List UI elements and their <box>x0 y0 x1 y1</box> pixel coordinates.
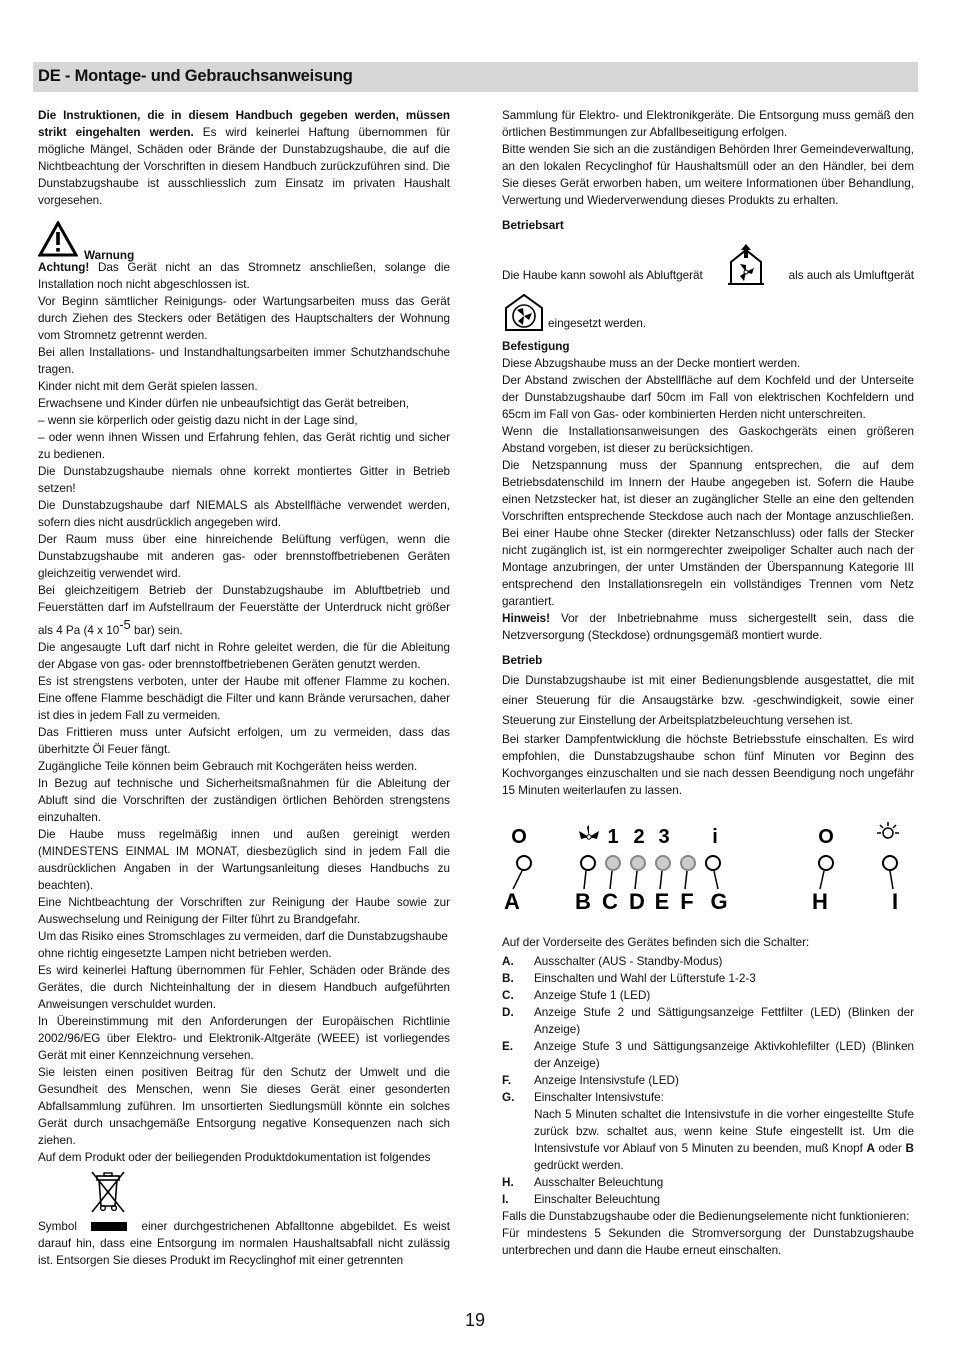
paragraph: Die angesaugte Luft darf nicht in Rohre geleitet werden, die für die Ableitung der Abgase von gas- oder brennstoffbetriebenen Geräten genutzt werden. <box>38 640 450 671</box>
list-item <box>502 1072 914 1089</box>
paragraph: Zugängliche Teile können beim Gebrauch mit Kochgeräten heiss werden. <box>38 759 418 773</box>
black-bar-icon <box>91 1222 127 1231</box>
item-key: E. <box>502 1040 514 1053</box>
paragraph: Sammlung für Elektro- und Elektronikgeräte. Die Entsorgung muss gemäß den örtlichen Bestimmungen zur Abfallbeseitigung erfolgen. <box>502 109 914 139</box>
item-text: Einschalter Beleuchtung <box>534 1193 661 1206</box>
paragraph: Für mindestens 5 Sekunden die Stromversorgung der Dunstabzugshaube unterbrechen und dann die Haube erneut einschalten. <box>502 1227 914 1257</box>
item-text: Einschalter Intensivstufe: <box>534 1091 664 1104</box>
paragraph: Die Netzspannung muss der Spannung entsprechen, die auf dem Betriebsdatenschild im Innern der Haube angegeben ist. Sofern die Haube einen Netzstecker hat, ist dieser an zugänglicher Stelle an eine den geltenden Vorschriften entsprechende Steckdose auch nach der Montage anzuschließen. Bei einer Haube ohne Stecker (direkter Netzanschluss) oder falls der Stecker nicht zugänglich ist, ist ein normgerechter zweipoliger Schalter auch nach der Montage anzubringen, der unter Umständen der Überspannung Kategorie III entsprechend den Installationsregeln ein vollständiges Trennen vom Netz garantiert. <box>502 459 914 608</box>
panel-letter-g: G <box>710 889 728 913</box>
symbol-off-a: O <box>511 826 527 848</box>
recirculation-fan-icon <box>502 292 546 332</box>
paragraph: Die Haube muss regelmäßig innen und außen gereinigt werden (MINDESTENS EINMAL IM MONAT, diesbezüglich sind in jedem Fall die ausdrücklichen Angaben in der Wartungsanleitung dieses Handbuchs zu beachten). <box>38 827 450 892</box>
fan-icon <box>579 825 599 839</box>
achtung-label: Achtung! <box>38 261 90 274</box>
paragraph: Vor Beginn sämtlicher Reinigungs- oder Wartungsarbeiten muss das Gerät durch Ziehen des Steckers oder Betätigen des Hauptschalters der Wohnung vom Stromnetz getrennt werden. <box>38 295 450 342</box>
page-title: DE - Montage- und Gebrauchsanweisung <box>38 67 353 85</box>
paragraph: Auf dem Produkt oder der beiliegenden Produktdokumentation ist folgendes <box>38 1150 431 1164</box>
panel-letter-f: F <box>680 889 694 913</box>
list-item <box>502 987 914 1004</box>
paragraph: Sie leisten einen positiven Beitrag für den Schutz der Umwelt und die Gesundheit des Menschen, wenn Sie dieses Gerät einer gesonderten Abfallsammlung zuführen. Im unsortierten Siedlungsmüll könnte ein solches Gerät durch unsachgemäße Entsorgung negative Konsequenzen nach sich ziehen. <box>38 1065 450 1147</box>
crossed-out-bin-icon <box>88 1168 128 1216</box>
item-text: Anzeige Intensivstufe (LED) <box>534 1074 679 1087</box>
paragraph: Kinder nicht mit dem Gerät spielen lassen. <box>38 380 258 393</box>
symbol-1: 1 <box>607 826 619 848</box>
heading-betriebsart: Betriebsart <box>502 219 564 232</box>
paragraph: In Übereinstimmung mit den Anforderungen der Europäischen Richtlinie 2002/96/EG über Elektro- und Elektronik-Altgeräte (WEEE) ist vorliegendes Gerät mit einer Kennzeichnung versehen. <box>38 1014 450 1062</box>
item-text: Ausschalter (AUS - Standby-Modus) <box>534 955 723 968</box>
list-item <box>502 953 914 970</box>
list-item <box>502 1038 914 1072</box>
item-key: A. <box>502 955 514 968</box>
bulb-icon <box>877 822 899 838</box>
weee-symbol-block <box>38 1166 450 1218</box>
pressure-text-a: Bei gleichzeitigem Betrieb der Dunstabzugshaube im Abluftbetrieb und Feuerstätten darf im Aufstellraum der Feuerstätte der Unterdruck nicht größer als 4 Pa (4 x 10 <box>38 584 450 637</box>
hinweis-label: Hinweis! <box>502 612 551 625</box>
control-panel-svg <box>502 817 914 913</box>
paragraph: Erwachsene und Kinder dürfen nie unbeaufsichtigt das Gerät betreiben, <box>38 397 409 410</box>
hinweis-text: Vor der Inbetriebnahme muss sichergestellt sein, dass die Netzversorgung (Steckdose) ordnungsgemäß montiert wurde. <box>502 612 914 642</box>
betriebsart-text-b: als auch als Umluftgerät <box>788 269 914 282</box>
heading-betrieb: Betrieb <box>502 654 543 667</box>
panel-letter-e: E <box>654 889 670 913</box>
paragraph: Die Dunstabzugshaube niemals ohne korrekt montiertes Gitter in Betrieb setzen! <box>38 465 450 495</box>
symbol-off-h: O <box>818 826 834 848</box>
paragraph: Eine Nichtbeachtung der Vorschriften zur Reinigung der Haube sowie zur Auswechselung und Reinigung der Filter führt zu Brandgefahr. <box>38 895 450 926</box>
item-text: Ausschalter Beleuchtung <box>534 1176 664 1189</box>
list-item <box>502 1004 914 1038</box>
paragraph: Bitte wenden Sie sich an die zuständigen Behörden Ihrer Gemeindeverwaltung, an den lokalen Recyclinghof für Haushaltsmüll oder an den Händler, bei dem Sie dieses Gerät erworben haben, um weitere Informationen über Behandlung, Verwertung und Wiederverwendung dieses Produkts zu erhalten. <box>502 143 914 207</box>
warning-triangle-icon <box>38 221 78 257</box>
list-item-detail <box>502 1106 914 1174</box>
betriebsart-text-c: eingesetzt werden. <box>548 317 647 330</box>
led-e <box>656 856 670 870</box>
intro-bold: Die Instruktionen, die in diesem Handbuch gegeben werden, müssen strikt eingehalten werden. <box>38 109 450 139</box>
pressure-paragraph <box>38 582 450 639</box>
betriebsart-text-a: Die Haube kann sowohl als Abluftgerät <box>502 269 703 282</box>
item-key: I. <box>502 1193 509 1206</box>
led-c <box>606 856 620 870</box>
item-text: Anzeige Stufe 1 (LED) <box>534 989 651 1002</box>
button-a <box>517 856 531 870</box>
panel-letter-b: B <box>575 889 591 913</box>
item-key: B. <box>502 972 514 985</box>
paragraph: Bei starker Dampfentwicklung die höchste Betriebsstufe einschalten. Es wird empfohlen, die Dunstabzugshaube schon fünf Minuten vor Beginn des Kochvorganges einzuschalten und sie nach dessen Beendigung noch ungefähr 15 Minuten weiterlaufen zu lassen. <box>502 733 914 797</box>
paragraph: Bei allen Installations- und Instandhaltungsarbeiten immer Schutzhandschuhe tragen. <box>38 346 450 376</box>
panel-letter-d: D <box>629 889 645 913</box>
item-text: Anzeige Stufe 2 und Sättigungsanzeige Fettfilter (LED) (Blinken der Anzeige) <box>534 1006 914 1036</box>
switch-intro: Auf der Vorderseite des Gerätes befinden sich die Schalter: <box>502 936 810 949</box>
item-key: H. <box>502 1176 514 1189</box>
warning-label: Warnung <box>84 249 135 262</box>
item-text: Einschalten und Wahl der Lüfterstufe 1-2-3 <box>534 972 756 985</box>
paragraph: Es ist strengstens verboten, unter der Haube mit offener Flamme zu kochen. Eine offene Flamme beschädigt die Filter und kann Brände verursachen, daher ist dies in jedem Fall zu vermeiden. <box>38 674 450 722</box>
panel-letter-i: I <box>891 889 899 913</box>
panel-letter-a: A <box>504 889 520 913</box>
paragraph: Es wird keinerlei Haftung übernommen für Fehler, Schäden oder Brände des Gerätes, die durch Nichteinhaltung der in diesem Handbuch aufgeführten Anweisungen verschuldet wurden. <box>38 963 450 1011</box>
symbol-2: 2 <box>633 826 645 848</box>
symbol-paragraph <box>38 1218 450 1269</box>
list-item <box>502 1191 914 1208</box>
led-f <box>681 856 695 870</box>
betriebsart-line <box>502 244 914 286</box>
item-key: C. <box>502 989 514 1002</box>
control-panel-diagram <box>502 817 914 918</box>
left-column <box>38 107 450 1269</box>
switch-list <box>502 953 914 1208</box>
paragraph: Die Dunstabzugshaube darf NIEMALS als Abstellfläche verwendet werden, sofern dies nicht ausdrücklich angegeben wird. <box>38 499 450 529</box>
right-column <box>502 107 914 1259</box>
intro-paragraph <box>38 107 450 209</box>
paragraph: Wenn die Installationsanweisungen des Gaskochgeräts einen größeren Abstand vorgeben, ist dieser zu berücksichtigen. <box>502 425 914 455</box>
page-number: 19 <box>465 1310 486 1330</box>
item-key: F. <box>502 1074 512 1087</box>
paragraph: Falls die Dunstabzugshaube oder die Bedienungselemente nicht funktionieren: <box>502 1210 910 1223</box>
section-header-bar <box>33 62 918 92</box>
pressure-exponent: -5 <box>119 617 131 632</box>
list-item <box>502 970 914 987</box>
achtung-paragraph <box>38 259 450 293</box>
symbol-3: 3 <box>658 826 670 848</box>
symbol-text: einer durchgestrichenen Abfalltonne abgebildet. Es weist darauf hin, dass eine Entsorgung im normalen Haushaltsabfall nicht zulässig ist. Entsorgen Sie dieses Produkt im Recyclinghof mit einer getrennten <box>38 1219 450 1267</box>
list-item <box>502 1174 914 1191</box>
achtung-text: Das Gerät nicht an das Stromnetz anschließen, solange die Installation noch nicht abgeschlossen ist. <box>38 261 450 291</box>
led-d <box>631 856 645 870</box>
paragraph: Der Abstand zwischen der Abstellfläche auf dem Kochfeld und der Unterseite der Dunstabzugshaube darf 50cm im Fall von elektrischen Kochfeldern und 65cm im Fall von Gas- oder kombinierten Herden nicht unterschreiten. <box>502 374 914 421</box>
warning-heading <box>38 221 450 262</box>
panel-letter-c: C <box>602 889 618 913</box>
paragraph: Um das Risiko eines Stromschlages zu vermeiden, darf die Dunstabzugshaube ohne richtig eingesetzte Lampen nicht betrieben werden. <box>38 929 448 960</box>
symbol-word: Symbol <box>38 1219 77 1233</box>
item-key: D. <box>502 1006 514 1019</box>
button-h <box>819 856 833 870</box>
paragraph: Diese Abzugshaube muss an der Decke montiert werden. <box>502 357 801 370</box>
item-key: G. <box>502 1091 515 1104</box>
paragraph: Das Frittieren muss unter Aufsicht erfolgen, um zu vermeiden, dass das überhitzte Öl Feuer fängt. <box>38 725 450 756</box>
heading-befestigung: Befestigung <box>502 340 570 353</box>
paragraph: – wenn sie körperlich oder geistig dazu nicht in der Lage sind, <box>38 414 358 427</box>
paragraph: In Bezug auf technische und Sicherheitsmaßnahmen für die Ableitung der Abluft sind die Vorschriften der zuständigen örtlichen Behörden strengstens einzuhalten. <box>38 776 450 824</box>
paragraph: – oder wenn ihnen Wissen und Erfahrung fehlen, das Gerät richtig und sicher zu bedienen. <box>38 431 450 461</box>
panel-letter-h: H <box>812 889 828 913</box>
hinweis-paragraph <box>502 610 914 644</box>
paragraph: Die Dunstabzugshaube ist mit einer Bedienungsblende ausgestattet, die mit einer Steuerung für die Ansaugstärke bzw. -geschwindigkeit, sowie einer Steuerung zur Einstellung der Arbeitsplatzbeleuchtung versehen ist. <box>502 674 914 727</box>
pressure-text-b: bar) sein. <box>130 623 183 637</box>
paragraph: Der Raum muss über eine hinreichende Belüftung verfügen, wenn die Dunstabzugshaube mit anderen gas- oder brennstoffbetriebenen Geräten gleichzeitig verwendet wird. <box>38 533 450 580</box>
button-i <box>883 856 897 870</box>
symbol-i: i <box>712 826 718 848</box>
umluft-line <box>502 292 914 332</box>
list-item <box>502 1089 914 1106</box>
button-g <box>706 856 720 870</box>
item-text: Anzeige Stufe 3 und Sättigungsanzeige Aktivkohlefilter (LED) (Blinken der Anzeige) <box>534 1040 914 1070</box>
intro-rest: Es wird keinerlei Haftung übernommen für mögliche Mängel, Schäden oder Brände der Dunstabzugshaube, die auf die Nichtbeachtung der Vorschriften in diesem Handbuch zurückzuführen sind. Die Dunstabzugshaube ist ausschliesslich zum Einsatz im privaten Haushalt vorgesehen. <box>38 126 451 207</box>
button-b <box>581 856 595 870</box>
g-detail: Nach 5 Minuten schaltet die Intensivstufe in die vorher eingestellte Stufe zurück bzw. schaltet aus, wenn keine Stufe eingestellt ist. Um die Intensivstufe vor Ablauf von 5 Minuten zu beenden, muß Knopf A oder B gedrückt werden. <box>534 1108 914 1172</box>
exhaust-mode-icon <box>727 244 765 286</box>
